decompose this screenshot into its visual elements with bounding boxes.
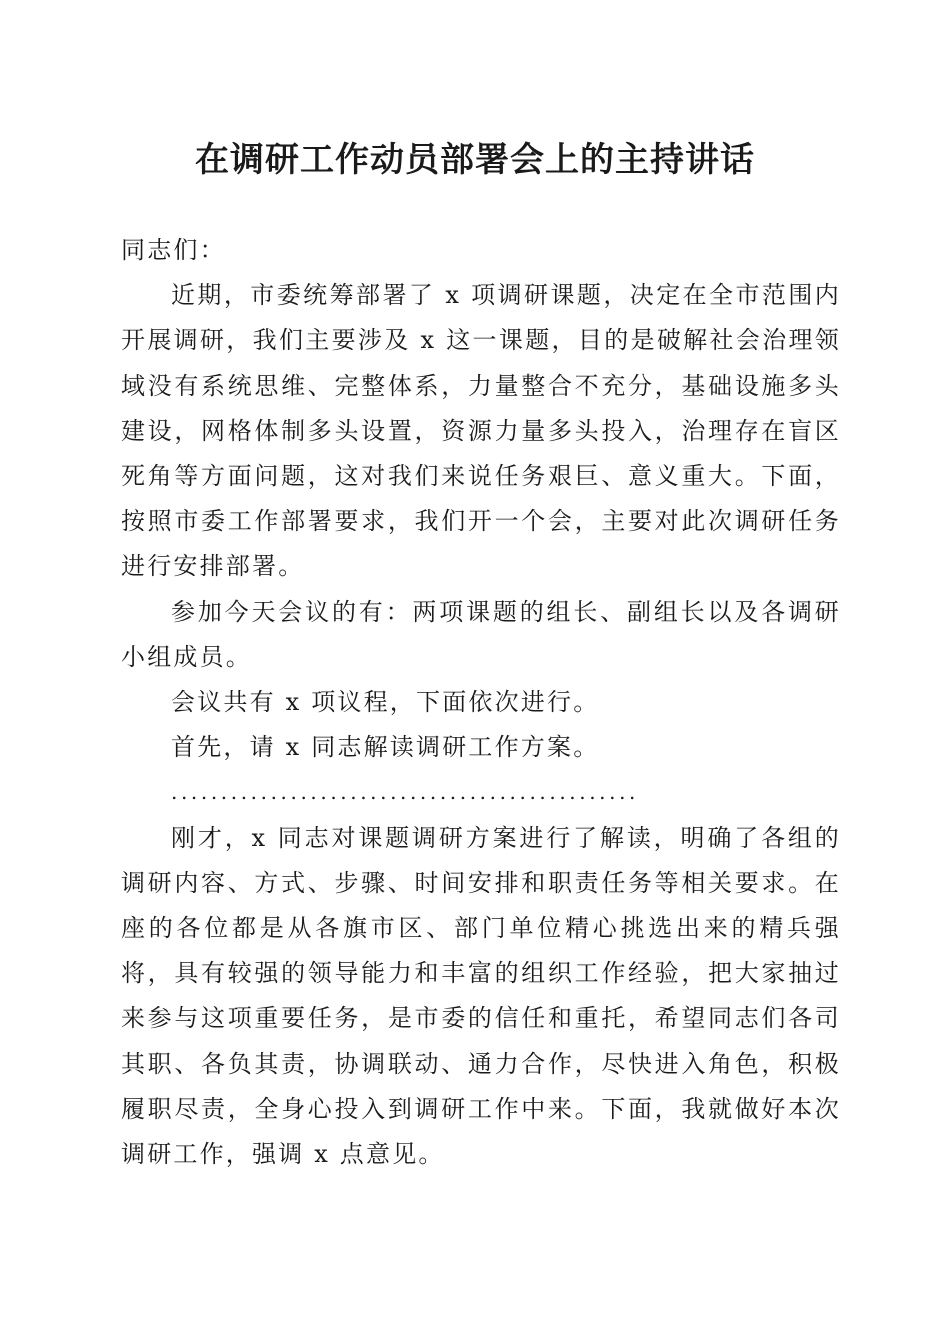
paragraph-closing: 刚才，x 同志对课题调研方案进行了解读，明确了各组的调研内容、方式、步骤、时间安排和职责任务等相关要求。在座的各位都是从各旗市区、部门单位精心挑选出来的精兵强将，具有较强的领导能力和丰富的组织工作经验，把大家抽过来参与这项重要任务，是市委的信任和重托，希望同志们各司其职、各负其责，协调联动、通力合作，尽快进入角色，积极履职尽责，全身心投入到调研工作中来。下面，我就做好本次调研工作，强调 x 点意见。 (121, 823, 841, 1169)
paragraph-attendees: 参加今天会议的有：两项课题的组长、副组长以及各调研小组成员。 (121, 597, 841, 671)
paragraph-agenda: 会议共有 x 项议程，下面依次进行。 (171, 688, 600, 717)
document-title: 在调研工作动员部署会上的主持讲话 (195, 140, 755, 180)
document-body (121, 228, 841, 1177)
salutation: 同志们： (121, 236, 226, 264)
ellipsis-divider: ............................................... (171, 780, 639, 805)
paragraph-first-item: 首先，请 x 同志解读调研工作方案。 (171, 733, 600, 762)
paragraph-background: 近期，市委统筹部署了 x 项调研课题，决定在全市范围内开展调研，我们主要涉及 x 这一课题，目的是破解社会治理领域没有系统思维、完整体系，力量整合不充分，基础设施多头建设，网格体制多头设置，资源力量多头投入，治理存在盲区死角等方面问题，这对我们来说任务艰巨、意义重大。下面，按照市委工作部署要求，我们开一个会，主要对此次调研任务进行安排部署。 (121, 281, 841, 581)
